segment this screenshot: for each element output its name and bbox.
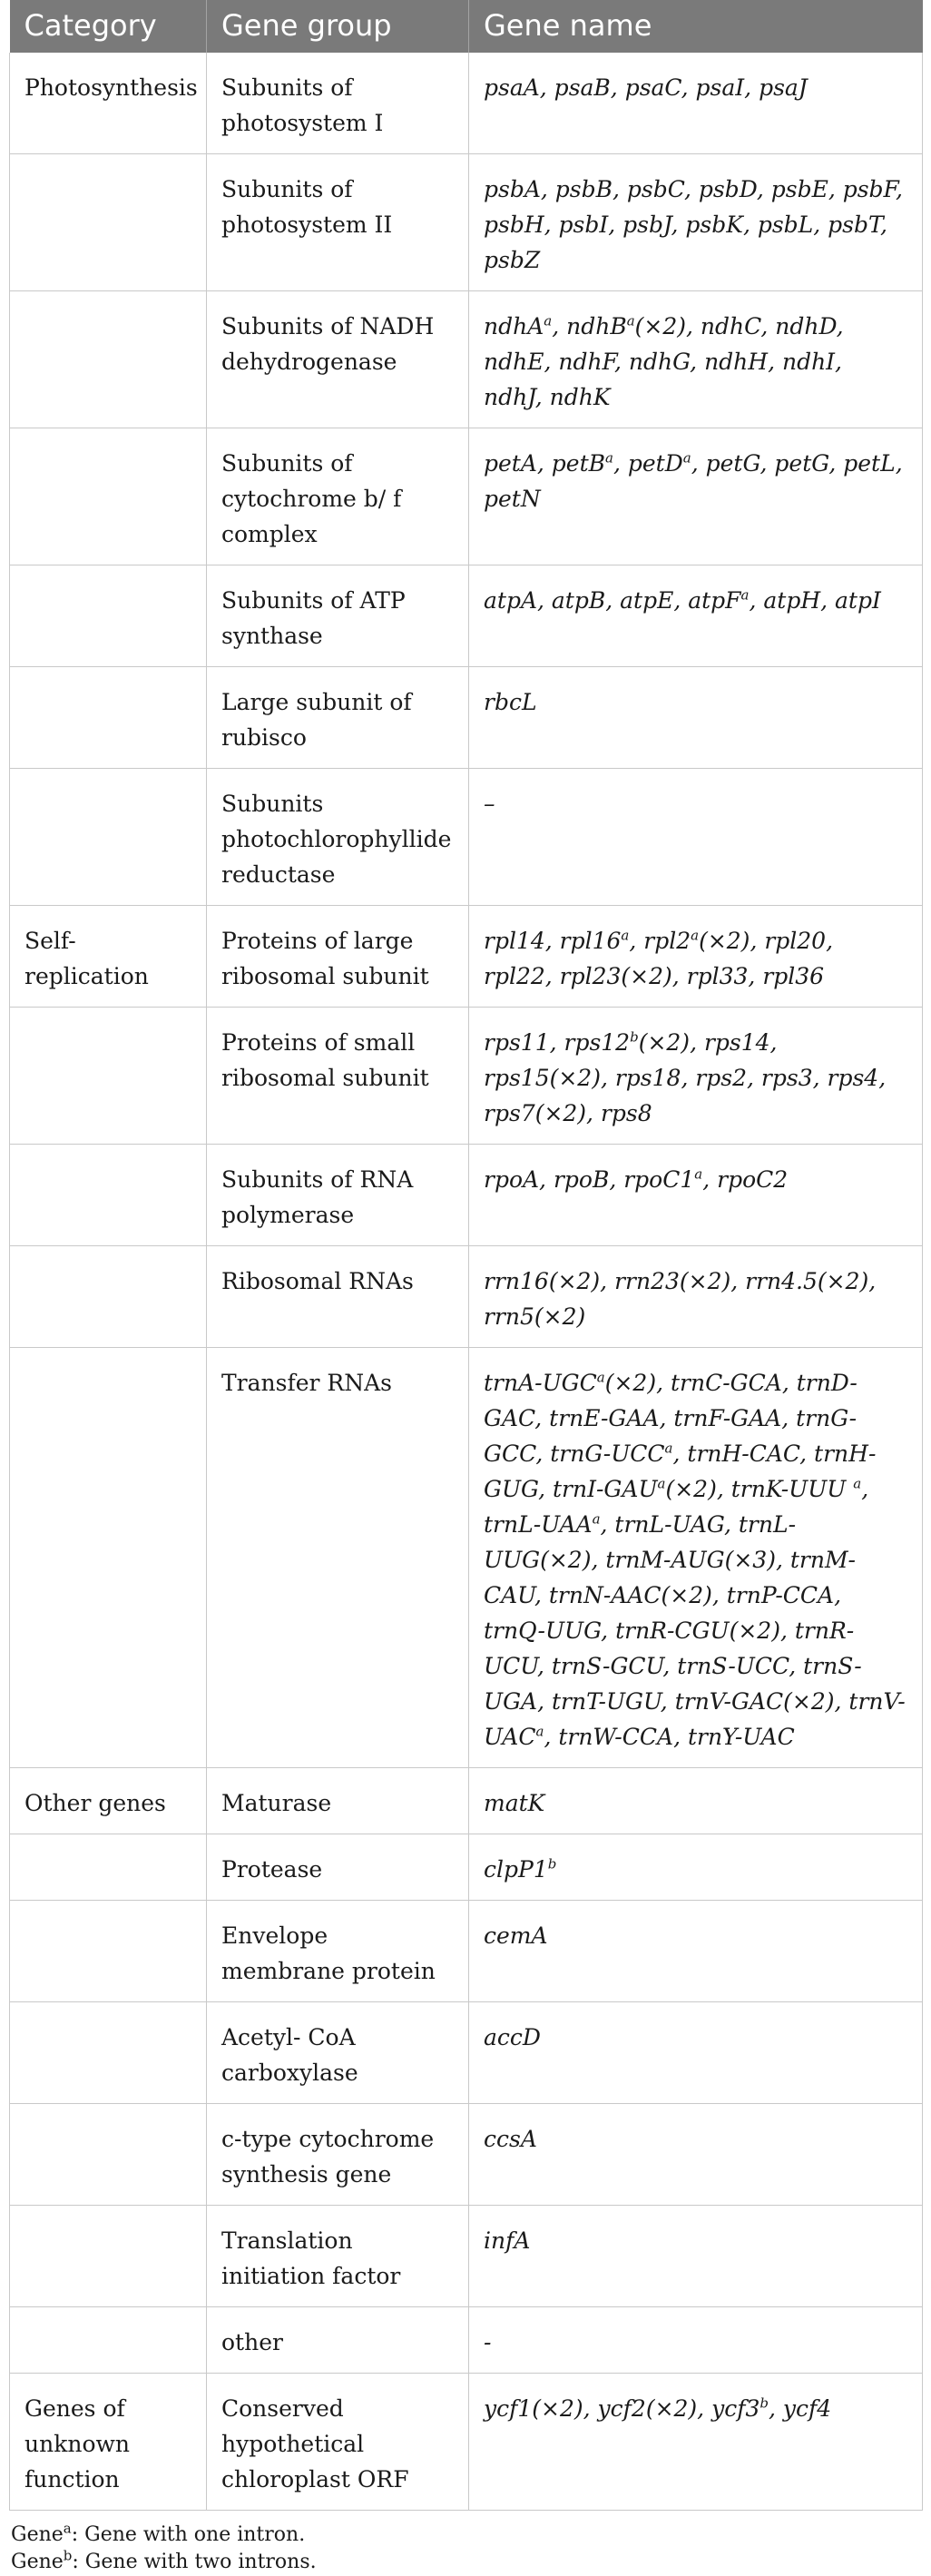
- table-header: [10, 0, 923, 53]
- gene-name-cell: psbA, psbB, psbC, psbD, psbE, psbF, psbH, psbI, psbJ, psbK, psbL, psbT, psbZ: [469, 154, 923, 291]
- intron-mark: a: [535, 1723, 544, 1740]
- table-row: [10, 1834, 923, 1901]
- table-row: [10, 1348, 923, 1768]
- intron-mark: a: [605, 449, 613, 467]
- gene-name-cell: psaA, psaB, psaC, psaI, psaJ: [469, 53, 923, 154]
- gene-group-cell: Subunits of cytochrome b/ f complex: [207, 428, 469, 565]
- gene-group-cell: Protease: [207, 1834, 469, 1901]
- gene-group-cell: Subunits photochlorophyllide reductase: [207, 769, 469, 906]
- intron-mark: a: [694, 1165, 703, 1183]
- category-cell: [10, 428, 207, 565]
- intron-mark: a: [853, 1475, 862, 1492]
- category-cell: [10, 667, 207, 769]
- gene-name-cell: atpA, atpB, atpE, atpF$^a$, atpH, atpI: [469, 565, 923, 667]
- gene-name-cell: rbcL: [469, 667, 923, 769]
- table-row: [10, 769, 923, 906]
- gene-name-cell: rpoA, rpoB, rpoC1$^a$, rpoC2: [469, 1145, 923, 1246]
- category-cell: [10, 2002, 207, 2104]
- intron-mark: a: [657, 1475, 666, 1492]
- intron-mark: a: [596, 1369, 605, 1386]
- category-cell: [10, 1246, 207, 1348]
- gene-name-cell: rrn16(×2), rrn23(×2), rrn4.5(×2), rrn5(×2): [469, 1246, 923, 1348]
- gene-group-cell: Subunits of RNA polymerase: [207, 1145, 469, 1246]
- footnote-b: Gene$^b$: Gene with two introns.: [11, 2547, 317, 2573]
- category-cell: [10, 1145, 207, 1246]
- gene-group-cell: Ribosomal RNAs: [207, 1246, 469, 1348]
- gene-name-cell: infA: [469, 2206, 923, 2307]
- category-cell: [10, 291, 207, 428]
- gene-name-cell: rpl14, rpl16$^a$, $rpl2^a(\times 2)$, rpl20, rpl22, rpl23(×2), rpl33, rpl36: [469, 906, 923, 1008]
- gene-group-cell: Envelope membrane protein: [207, 1901, 469, 2002]
- category-cell: [10, 2206, 207, 2307]
- gene-group-cell: Conserved hypothetical chloroplast ORF: [207, 2374, 469, 2511]
- category-cell: Self- replication: [10, 906, 207, 1008]
- intron-mark: a: [740, 586, 750, 604]
- category-cell: [10, 1901, 207, 2002]
- gene-group-cell: Proteins of large ribosomal subunit: [207, 906, 469, 1008]
- gene-name-cell: petA, petB$^a$, petD$^a$, petG, petG, petL, petN: [469, 428, 923, 565]
- table-row: [10, 1145, 923, 1246]
- gene-name-cell: ycf1(×2), ycf2(×2), ycf3$^b$, ycf4: [469, 2374, 923, 2511]
- header-gene-group: Gene group: [207, 0, 469, 53]
- gene-name-cell: accD: [469, 2002, 923, 2104]
- intron-mark: a: [592, 1510, 601, 1528]
- gene-group-cell: Subunits of ATP synthase: [207, 565, 469, 667]
- gene-name-cell: trnA-$UGC^a(\times 2)$, trnC-GCA, trnD-GAC, trnE-GAA, trnF-GAA, trnG-GCC, trnG-UCC$^a$, trnH-CAC, trnH-GUG, trnI-$GAU^a(\times 2)$, trnK-UUU $^a$, trnL-UAA$^a$, trnL-UAG, trnL-UUG(×2), trnM-AUG(×3), trnM-CAU, trnN-AAC(×2), trnP-CCA, trnQ-UUG, trnR-CGU(×2), trnR-UCU, trnS-GCU, trnS-UCC, trnS-UGA, trnT-UGU, trnV-GAC(×2), trnV-UAC$^a$, trnW-CCA, trnY-UAC: [469, 1348, 923, 1768]
- category-cell: [10, 1834, 207, 1901]
- table-body: [10, 53, 923, 2511]
- gene-group-cell: c-type cytochrome synthesis gene: [207, 2104, 469, 2206]
- table-row: [10, 1246, 923, 1348]
- intron-mark: a: [621, 927, 630, 944]
- intron-mark: a: [682, 449, 691, 467]
- category-cell: [10, 1008, 207, 1145]
- gene-group-cell: Proteins of small ribosomal subunit: [207, 1008, 469, 1145]
- gene-table: [9, 0, 923, 2511]
- gene-group-cell: other: [207, 2307, 469, 2374]
- category-cell: [10, 769, 207, 906]
- category-cell: [10, 1348, 207, 1768]
- gene-name-cell: rps11, $rps12^b(\times 2)$, rps14, rps15(×2), rps18, rps2, rps3, rps4, rps7(×2), rps8: [469, 1008, 923, 1145]
- table-row: [10, 2206, 923, 2307]
- table-row: [10, 154, 923, 291]
- header-category: Category: [10, 0, 207, 53]
- footnotes: [9, 2522, 922, 2576]
- gene-name-cell: clpP1$^b$: [469, 1834, 923, 1901]
- category-cell: Photosynthesis: [10, 53, 207, 154]
- gene-group-cell: Large subunit of rubisco: [207, 667, 469, 769]
- table-row: [10, 2104, 923, 2206]
- gene-name-cell: -: [469, 2307, 923, 2374]
- table-row: [10, 2002, 923, 2104]
- table-row: [10, 1768, 923, 1834]
- gene-name-cell: ndhA$^a$, ndhB$^a$(×2), ndhC, ndhD, ndhE, ndhF, ndhG, ndhH, ndhI, ndhJ, ndhK: [469, 291, 923, 428]
- intron-mark: a: [664, 1440, 673, 1457]
- intron-mark: b: [630, 1028, 639, 1046]
- gene-name-cell: –: [469, 769, 923, 906]
- intron-mark: a: [691, 927, 700, 944]
- table-row: [10, 53, 923, 154]
- table-row: [10, 906, 923, 1008]
- gene-name-cell: ccsA: [469, 2104, 923, 2206]
- gene-group-cell: Maturase: [207, 1768, 469, 1834]
- intron-mark: a: [544, 312, 553, 329]
- intron-mark: a: [626, 312, 635, 329]
- category-cell: Genes of unknown function: [10, 2374, 207, 2511]
- gene-group-cell: Subunits of photosystem II: [207, 154, 469, 291]
- table-row: [10, 1901, 923, 2002]
- intron-mark: b: [547, 1855, 557, 1873]
- category-cell: [10, 565, 207, 667]
- gene-group-cell: Translation initiation factor: [207, 2206, 469, 2307]
- table-row: [10, 2374, 923, 2511]
- category-cell: [10, 154, 207, 291]
- gene-group-cell: Transfer RNAs: [207, 1348, 469, 1768]
- table-row: [10, 667, 923, 769]
- table-row: [10, 2307, 923, 2374]
- gene-name-cell: cemA: [469, 1901, 923, 2002]
- gene-group-cell: Acetyl- CoA carboxylase: [207, 2002, 469, 2104]
- header-gene-name: Gene name: [469, 0, 923, 53]
- gene-name-cell: matK: [469, 1768, 923, 1834]
- table-row: [10, 565, 923, 667]
- footnote-a: Gene$^a$: Gene with one intron.: [11, 2520, 306, 2546]
- category-cell: [10, 2307, 207, 2374]
- category-cell: [10, 2104, 207, 2206]
- gene-group-cell: Subunits of NADH dehydrogenase: [207, 291, 469, 428]
- table-row: [10, 291, 923, 428]
- gene-group-cell: Subunits of photosystem I: [207, 53, 469, 154]
- table-row: [10, 428, 923, 565]
- intron-mark: b: [760, 2394, 769, 2412]
- category-cell: Other genes: [10, 1768, 207, 1834]
- table-row: [10, 1008, 923, 1145]
